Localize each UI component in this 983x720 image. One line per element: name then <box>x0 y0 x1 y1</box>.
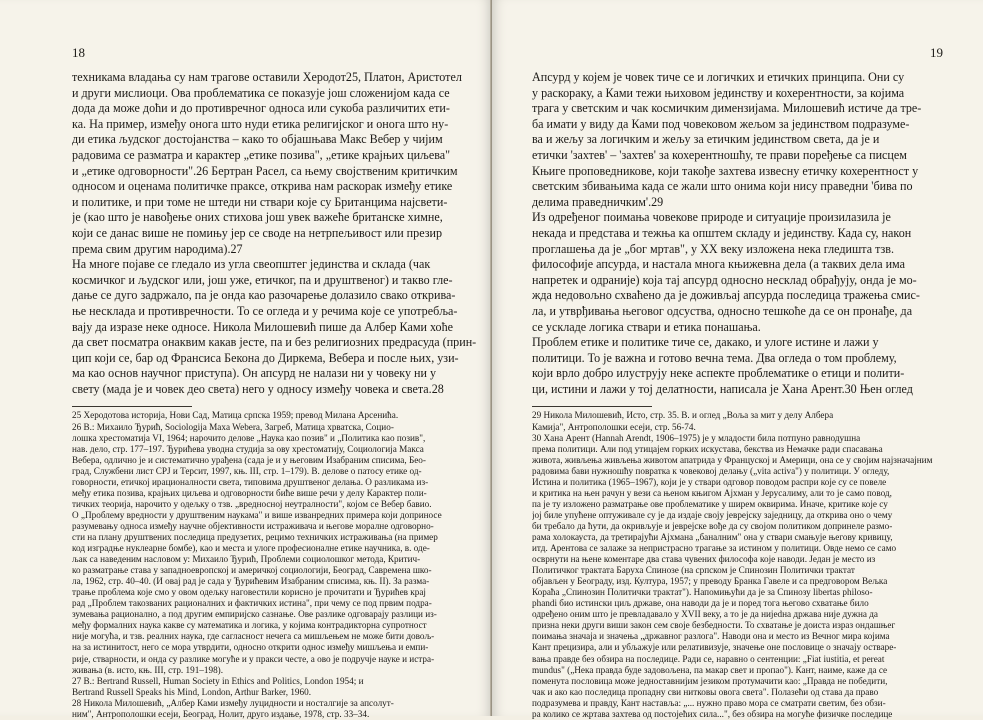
footnote-line: поменута пословица може једноставнијим језиком протумачити као: „Правда не победити, <box>532 675 888 686</box>
footnote-line: код изградње нуклеарне бомбе), као и места и улоге професионалне етике научника, в. оде- <box>72 543 430 554</box>
body-line: напретек и одраније) која тај апсурд односно несклад обрађују, онда је мо- <box>532 272 917 287</box>
left-text-block <box>72 70 476 720</box>
footnote-line: на за истинитост, него се мора утврдити, односно открити однос између мишљења и емпи- <box>72 642 429 653</box>
footnote-line: разумевању односа између научне објективности истраживача и његове моралне одговорно- <box>72 520 434 531</box>
body-line: делима праведничким'.29 <box>532 194 664 209</box>
footnote-line: тичких теорија, нарочито у одељку о тзв. „вредносној неутралности", којом се Вебер бавио. <box>72 498 432 509</box>
body-line: Проблем етике и политике тиче се, дакако, и улоге истине и лажи у <box>532 335 879 350</box>
footnote-line: међу етика позива, крајњих циљева и одговорности биће више речи у делу Карактер поли- <box>72 487 427 498</box>
body-line: дода да може доћи и до противречног односа или сукоба различитих ети- <box>72 101 450 116</box>
body-line: ње несклада и противречности. То се огледа и у речима које се употребља- <box>72 303 458 318</box>
footnote-line: град, Службени лист СРЈ и Терсит, 1997, књ. III, стр. 1–179). В. делове о патосу етике од- <box>72 465 422 476</box>
body-line: и „етике одговорности".26 Бертран Расел, са њему својственим критичким <box>72 163 458 178</box>
body-line: трага у светским и чак космичким димензијама. Милошевић истиче да тре- <box>532 101 922 116</box>
footnote-line: ла, 1962, стр. 40–40. (И овај рад је сада у Ђурићевим Изабраним списима, књ. II). За разма- <box>72 576 430 587</box>
footnote-line: говорности, етичкој ирационалности света, типовима друштвеног делања. О разликама из- <box>72 476 429 487</box>
body-line: светским збивањима када се жали што онима који нису праведни 'бива по <box>532 179 913 194</box>
footnote-line: осврнути на њене коментаре два става чувених философа које наводи. Један је место из <box>532 554 876 565</box>
footnote-line: па је ту изложено разматрање ове проблематике у ширем оквирима. Иначе, критике које су <box>532 498 888 509</box>
footnote-line: Политичког трактата Баруха Спинозе (на српском је Спинозин Политички трактат <box>532 565 855 576</box>
body-line: који се данас више не помињу јер се своде на нетрпељивост или презир <box>72 225 443 240</box>
footnote-line: ко разматрање става у западноевропској и америчкој социологији, Београд, Савремена шко- <box>72 565 432 576</box>
footnote-line: Кант прецизира, али и убљажује или релативизује, значење оне пословице о значају остваре- <box>532 642 897 653</box>
body-line: дање се дуго задржало, па је онда као разочарење долазило свако открива- <box>72 288 456 303</box>
right-text-block <box>532 70 942 720</box>
body-line: жда недовољно схваћено да је доживљај апсурда последица тражења смис- <box>532 288 920 303</box>
footnote-line: 29 Никола Милошевић, Исто, стр. 35. В. и оглед „Воља за мит у делу Албера <box>532 410 834 421</box>
footnote-line: призна неки други виши закон сем своје безбедности. То схватање је доиста израз ондашњег <box>532 620 896 631</box>
footnote-line: Вебера, одлично је и систематично урађена (сада је и у његовим Изабраним списима, Бео- <box>72 454 426 465</box>
body-line: да свет посматра онаквим какав јесте, па и без религиозних предрасуда (прин- <box>72 335 476 350</box>
body-line: односом и оценама политичке праксе, открива нам раскорак између етике <box>72 179 453 194</box>
footnote-line: ра колико се жртава захтева од постојећих сила...", без обзира на могуће физичке последице <box>532 708 893 719</box>
footnote-line: радовима бави нужношћу повратка к човековој делању („vita activa") у политици. У огледу, <box>532 465 890 476</box>
body-line: Апсурд у којем је човек тиче се и логичких и етичких принципа. Они су <box>532 70 905 84</box>
body-line: На многе појаве се гледало из угла свеопштег јединства и склада (чак <box>72 257 431 272</box>
body-line: је (као што је навођење оних стихова још увек важеће британске химне, <box>72 210 443 225</box>
footnote-line: објављен у Београду, изд. Култура, 1957; у преводу Бранка Гавеле и са предговором Вељка <box>532 576 888 587</box>
footnote-line: 27 В.: Bertrand Russell, Human Society in Ethics and Politics, London 1954; и <box>72 675 364 686</box>
body-line: проглашења да је „бог мртав", у XX веку изложена нека гледишта тзв. <box>532 241 895 256</box>
footnote-line: mundus" („Нека правда буде задовољена, па макар свет и пропао"). Кант, наиме, каже да се <box>532 664 888 675</box>
body-line: и други мислиоци. Ова проблематика се показује још сложенијом када се <box>72 85 450 100</box>
footnote-line: рије, стварности, и онда су разлике могуће и у пракси честе, а ово је подручје науке и истра- <box>72 653 435 664</box>
body-line: се ускладе логика ствари и етика понашања. <box>532 319 761 334</box>
footnote-line: нав. дело, стр. 177–197. Ђурићева уводна студија за ову хрестоматију, Социологија Макса <box>72 443 424 454</box>
footnote-line: вања правде без обзира на последице. Ради се, наравно о сентенции: „Fiat iustitia, et pereat <box>532 653 885 664</box>
body-line: етички 'захтев' – 'захтев' за кохерентношћу, те прави поређење са писцем <box>532 147 907 162</box>
right-page-number: 19 <box>930 45 943 60</box>
left-page <box>0 0 491 719</box>
body-line: свету (мада је и човек део света) него у односу између човека и света.28 <box>72 381 444 396</box>
footnote-line: живота, живљења живљења животом апатрида у Француској и Америци, она се у својим најзначајним <box>532 454 933 465</box>
footnote-line: phandi био истински циљ државе, она наводи да је и поред тога његово схватање било <box>532 598 869 609</box>
body-line: Из одређеног поимања човекове природе и ситуације произилазила је <box>532 210 891 225</box>
left-page-number: 18 <box>72 45 85 60</box>
body-line: ба имати у виду да Ками под човековом жељом за јединством подразуме- <box>532 116 910 131</box>
footnote-line: Истина и политика (1965–1967), који је у ствари одговор поводом распри које су се повеле <box>532 476 887 487</box>
footnote-line: би требало да ћути, да окривљује и јеврејске вође да су својом политиком допринеле размо- <box>532 520 893 531</box>
body-line: ка. На пример, између онога што нуди етика религијског и онога што ну- <box>72 116 449 131</box>
body-line: вају да изразе неке односе. Никола Милошевић пише да Албер Ками хоће <box>72 319 454 334</box>
footnote-line: одређено оним што је превладавало у XVII веку, а то је да нијedна држава није дужна да <box>532 609 878 620</box>
body-line: у раскораку, а Ками тежи њиховом јединству и кохерентности, за којима <box>532 85 905 100</box>
right-footnotes <box>532 410 942 719</box>
footnote-line: рад „Проблем такозваних рационалних и фактичких истина", при чему се под првим подра- <box>72 598 432 609</box>
body-line: ма као основ научног приступа). Он апсурд не налази ни у човеку ни у <box>72 366 437 381</box>
footnote-line: Bertrand Russell Speaks his Mind, London, Arthur Barker, 1960. <box>72 686 311 697</box>
right-page <box>492 0 983 719</box>
right-body-text <box>532 70 942 397</box>
footnote-line: чак и ако као последица пропадну сви нитковы овога света". Полазећи од става да право <box>532 686 879 697</box>
body-line: који врло добро илуструју неке аспекте проблематике о етици и полити- <box>532 366 905 381</box>
footnote-line: подразумева и правду, Кант наставља: „... нужно право мора се сматрати светим, без обзи- <box>532 697 886 708</box>
left-footnotes <box>72 410 476 719</box>
footnote-line: итд. Арентова се залаже за непристрасно трагање за истином у политици. Овде немо се само <box>532 543 897 554</box>
body-line: космичког и људског или, још уже, етичког, па и друштвеног) и такво гле- <box>72 272 453 287</box>
footnote-line: није могућа, и тзв. реалних наука, где сагласност нечега са мишљењем не може бити довољ- <box>72 631 435 642</box>
body-line: философије апсурда, и настала многа књижевна дела (а таквих дела има <box>532 257 905 272</box>
footnote-line: живања (в. исто, књ. III, стр. 191–198). <box>72 664 224 675</box>
footnote-line: поимања значаја и значења „државног разлога". Наводи она и место из Вечног мира којима <box>532 631 890 642</box>
left-footnote-rule <box>72 406 192 407</box>
footnote-line: зумевања рационално, а под другим емпиријско сазнање. Ове разлике одговарају разлици из- <box>72 609 437 620</box>
right-footnote-rule <box>532 406 652 407</box>
footnote-line: О „Проблему вредности у друштвеним наукама" и више изванредних примера који доприносе <box>72 509 442 520</box>
footnote-line: 25 Херодотова историја, Нови Сад, Матица српска 1959; превод Милана Арсенића. <box>72 410 399 421</box>
body-line: цип који се, бар од Франсиса Бекона до Диркема, Вебера и после њих, узи- <box>72 350 459 365</box>
body-line: ла, и утврђивања његовог одсуства, односно тешкоће да се он пронађе, да <box>532 303 913 318</box>
body-line: техникама владања су нам трагове оставили Херодот25, Платон, Аристотел <box>72 70 462 84</box>
body-line: Књиге проповедникове, који такође захтева извесну етичку кохерентност у <box>532 163 919 178</box>
body-line: ди етика људског достојанства – како то објашњава Макс Вебер у чијим <box>72 132 443 147</box>
footnote-line: сти на плану друштвених последица предузетих, рецимо техничких истраживања (на пример <box>72 531 438 542</box>
footnote-line: рама холокауста, да третирајући Ајхмана „баналним" она у ствари смањује његову кривицу, <box>532 531 893 542</box>
footnote-line: лошка хрестоматија VI, 1964; нарочито делове „Наука као позив" и „Политика као позив", <box>72 432 426 443</box>
body-line: некада и представа и тежња ка општем складу и јединству. Када су, након <box>532 225 912 240</box>
footnote-line: Кораћа „Спинозин Политички трактат"). Напомињући да је за Спинозу libertas philoso- <box>532 587 873 598</box>
body-line: и политике, и при томе не штеди ни ствари које су Британцима најсвети- <box>72 194 448 209</box>
footnote-line: и критика на њен рачун у вези са њеном књигом Ајхман у Јерусалиму, али то је само повод, <box>532 487 892 498</box>
body-line: политици. То је важна и готово вечна тема. Два огледа о том проблему, <box>532 350 897 365</box>
body-line: ва и жељу за логичким и жељу за етичким јединством света, да је и <box>532 132 880 147</box>
footnote-line: трање проблема које смо у овом одељку наговестили корисно је прочитати и Ђурићев крај <box>72 587 426 598</box>
left-body-text <box>72 70 476 397</box>
footnote-line: 30 Хана Арент (Hannah Arendt, 1906–1975) је у младости била потпуно равнодушна <box>532 432 861 443</box>
footnote-line: јој биле упућене оптуживале су је да издаје своју јеврејску заједницу, да открива оно о чему <box>532 509 893 520</box>
footnote-line: према политици. Али под утицајем горких искустава, бекства из Немачке ради спасавања <box>532 443 883 454</box>
footnote-line: 28 Никола Милошевић, „Албер Ками између луцидности и носталгије за апсолут- <box>72 697 394 708</box>
body-line: ци, истини и лажи у тој делатности, написала је Хана Арент.30 Њен оглед <box>532 381 913 396</box>
footnote-line: међу формалних наука какве су математика и логика, у којима контрадикторна супротност <box>72 620 427 631</box>
footnote-line: љак са наведеним насловом у: Михаило Ђурић, Проблеми социолошког метода, Критич- <box>72 554 421 565</box>
footnote-line: Камија", Антрополошки есеји, стр. 56-74. <box>532 421 696 432</box>
footnote-line: ним", Антрополошки есеји, Београд, Нолит, друго издање, 1978, стр. 33–34. <box>72 708 370 719</box>
body-line: радовима се разматра и карактер „етике позива", „етике крајњих циљева" <box>72 147 451 162</box>
footnote-line: 26 В.: Михаило Ђурић, Sociologija Maxa Webera, Загреб, Матица хрватска, Социо- <box>72 421 394 432</box>
body-line: према свим другим народима).27 <box>72 241 243 256</box>
